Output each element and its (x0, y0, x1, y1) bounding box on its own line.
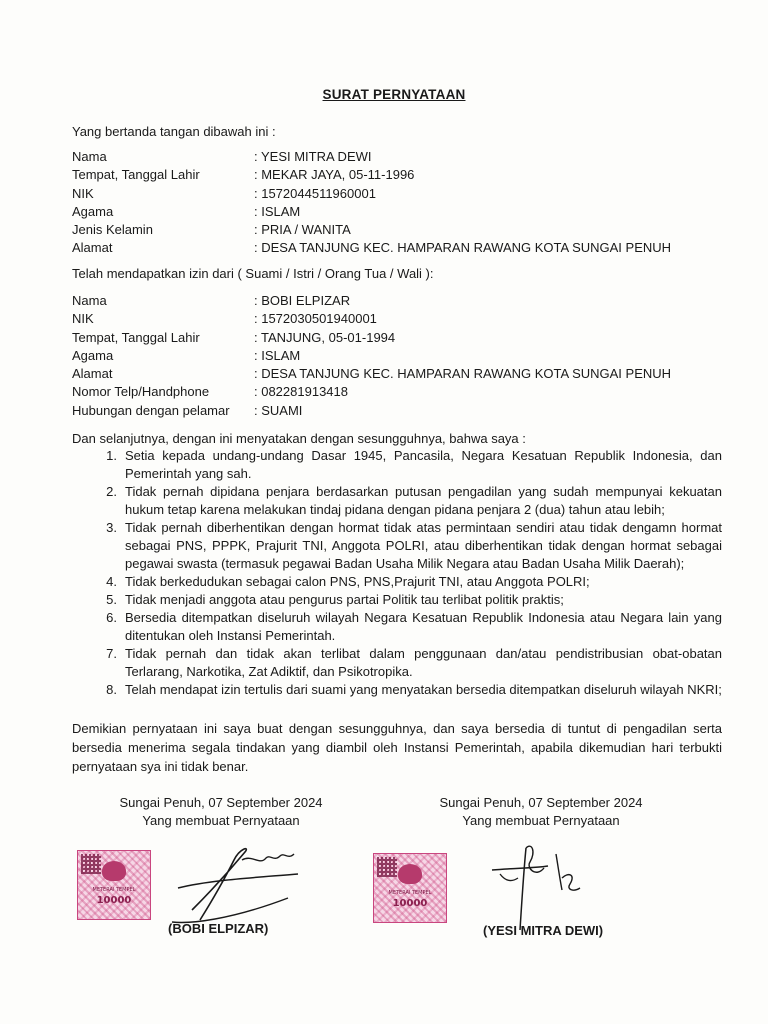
field-label: Nomor Telp/Handphone (72, 384, 210, 400)
statement-number: 4. (106, 574, 117, 589)
field-value: : 1572030501940001 (254, 311, 377, 327)
applicant-row (72, 221, 671, 239)
right-place-date: Sungai Penuh, 07 September 2024 (439, 795, 643, 810)
left-signature-mark (170, 840, 310, 930)
right-signer-name: (YESI MITRA DEWI) (483, 923, 604, 938)
statement-number: 7. (106, 646, 117, 661)
field-value: : DESA TANJUNG KEC. HAMPARAN RAWANG KOTA SUNGAI PENUH (254, 366, 672, 382)
stamp-label: METERAI TEMPEL (92, 887, 136, 893)
left-role: Yang membuat Pernyataan (142, 813, 300, 828)
field-label: Alamat (72, 366, 113, 382)
field-value: : TANJUNG, 05-01-1994 (254, 329, 396, 345)
closing-paragraph: Demikian pernyataan ini saya buat dengan sesungguhnya, dan saya bersedia di tuntut di pengadilan serta bersedia menerima segala tindakan yang diambil oleh Instansi Pemerintah, apabila dikemudian hari terbukti pernyataan sya ini tidak benar. (72, 721, 722, 774)
field-label: Nama (72, 293, 107, 308)
applicant-row (72, 148, 671, 166)
statement-number: 1. (106, 448, 117, 463)
left-place-date: Sungai Penuh, 07 September 2024 (119, 795, 323, 810)
guardian-row (72, 329, 671, 347)
field-value: : PRIA / WANITA (254, 222, 351, 238)
field-value: : MEKAR JAYA, 05-11-1996 (254, 167, 415, 183)
statement-text: Bersedia ditempatkan diseluruh wilayah Negara Kesatuan Republik Indonesia atau Negara lain yang ditentukan oleh Instansi Pemerintah. (125, 610, 722, 643)
field-label: Agama (72, 203, 114, 219)
statement-text: Tidak menjadi anggota atau pengurus partai Politik tau terlibat politik praktis; (125, 592, 564, 607)
statement-number: 5. (106, 592, 117, 607)
field-value: : SUAMI (254, 402, 303, 418)
guardian-row (72, 365, 671, 383)
statement-text: Telah mendapat izin tertulis dari suami yang menyatakan bersedia ditempatkan diseluruh wilayah NKRI; (125, 682, 722, 697)
statement-item (72, 447, 722, 483)
qr-code-icon (81, 854, 101, 874)
field-value: : ISLAM (254, 203, 301, 219)
statement-number: 6. (106, 610, 117, 625)
applicant-details (72, 148, 671, 258)
field-value: : DESA TANJUNG KEC. HAMPARAN RAWANG KOTA SUNGAI PENUH (254, 240, 672, 256)
guardian-row (72, 292, 671, 310)
field-label: Tempat, Tanggal Lahir (72, 167, 200, 183)
applicant-row (72, 185, 671, 203)
left-signer-name: (BOBI ELPIZAR) (168, 921, 269, 936)
field-label: Hubungan dengan pelamar (72, 402, 230, 418)
field-label: Agama (72, 347, 114, 363)
statement-item (72, 645, 722, 681)
statement-item (72, 519, 722, 573)
statement-text: Tidak pernah dan tidak akan terlibat dalam penggunaan dan/atau pendistribusian obat-obatan Terlarang, Narkotika, Zat Adiktif, dan Psikotropika. (125, 646, 722, 679)
document-title: SURAT PERNYATAAN (322, 87, 466, 102)
field-value: : BOBI ELPIZAR (254, 293, 351, 308)
field-label: Tempat, Tanggal Lahir (72, 329, 200, 345)
guardian-row (72, 402, 671, 420)
applicant-row (72, 166, 671, 184)
field-label: NIK (72, 185, 94, 201)
garuda-emblem-icon (102, 861, 126, 881)
stamp-label: METERAI TEMPEL (388, 890, 432, 896)
garuda-emblem-icon (398, 864, 422, 884)
statement-number: 8. (106, 682, 117, 697)
field-value: : 082281913418 (254, 384, 348, 400)
field-label: Nama (72, 149, 107, 164)
right-revenue-stamp (373, 853, 447, 923)
field-label: Alamat (72, 240, 113, 256)
statement-number: 3. (106, 520, 117, 535)
statement-text: Setia kepada undang-undang Dasar 1945, Pancasila, Negara Kesatuan Republik Indonesia, dan Pemerintah yang sah. (125, 448, 722, 481)
guardian-details (72, 292, 671, 420)
statement-item (72, 681, 722, 699)
statement-number: 2. (106, 484, 117, 499)
statement-item (72, 591, 722, 609)
statement-text: Tidak pernah dipidana penjara berdasarkan putusan pengadilan yang sudah mempunyai kekuatan hukum tetap karena melakukan tindaj pidana dengan pidana penjara 2 (dua) tahun atau lebih; (125, 484, 722, 517)
field-label: NIK (72, 311, 94, 327)
right-role: Yang membuat Pernyataan (462, 813, 620, 828)
statement-text: Tidak berkedudukan sebagai calon PNS, PNS,Prajurit TNI, atau Anggota POLRI; (125, 574, 590, 589)
statement-text: Tidak pernah diberhentikan dengan hormat tidak atas permintaan sendiri atau tidak dengamn hormat sebagai PNS, PPPK, Prajurit TNI, Anggota POLRI, atau diberhentikan tidak dengan hormat sebagai pegawai swasta (termasuk pegawai Badan Usaha Milik Negara atau Badan Usaha Milik Daerah); (125, 520, 722, 571)
guardian-row (72, 347, 671, 365)
applicant-row (72, 239, 671, 257)
statement-intro: Dan selanjutnya, dengan ini menyatakan dengan sesungguhnya, bahwa saya : (72, 431, 526, 446)
guardian-row (72, 310, 671, 328)
statement-item (72, 483, 722, 519)
field-value: : 1572044511960001 (254, 185, 376, 201)
left-signature-header (110, 794, 332, 830)
right-signature-header (430, 794, 652, 830)
field-label: Jenis Kelamin (72, 222, 153, 238)
applicant-row (72, 203, 671, 221)
intro-text: Yang bertanda tangan dibawah ini : (72, 124, 276, 139)
field-value: : ISLAM (254, 347, 301, 363)
guardian-row (72, 383, 671, 401)
left-revenue-stamp (77, 850, 151, 920)
field-value: : YESI MITRA DEWI (254, 149, 372, 164)
statement-item (72, 609, 722, 645)
stamp-value: 10000 (96, 895, 132, 906)
statement-item (72, 573, 722, 591)
permission-intro: Telah mendapatkan izin dari ( Suami / Istri / Orang Tua / Wali ): (72, 266, 434, 281)
stamp-value: 10000 (392, 898, 428, 909)
statement-list (72, 447, 722, 699)
qr-code-icon (377, 857, 397, 877)
